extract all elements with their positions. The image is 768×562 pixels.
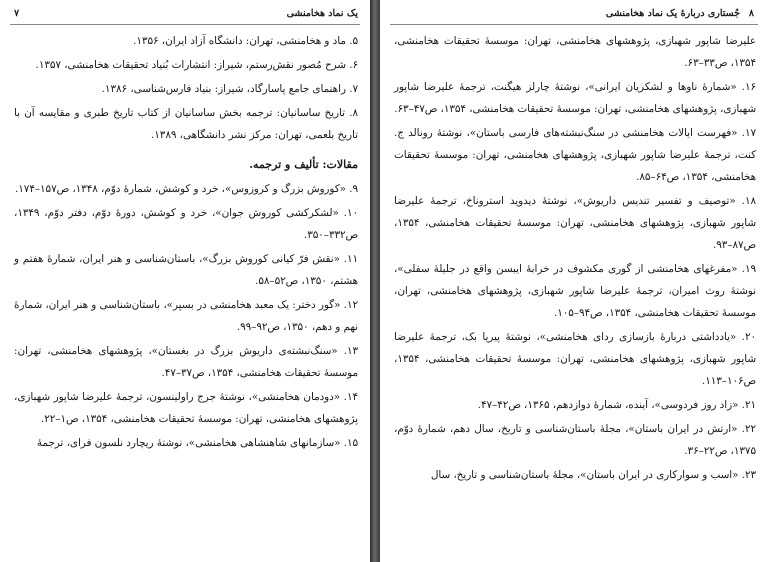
bib-entry: ۹. «کوروش بزرگ و کروزوس»، خرد و کوشش، شمارهٔ دوّم، ۱۳۴۸، ص۱۵۷–۱۷۴. bbox=[14, 183, 358, 195]
bib-entry: ۱۰. «لشکرکشی کوروش جوان»، خرد و کوشش، دورهٔ دوّم، دفتر دوّم، ۱۳۴۹، ص۳۳۲–۳۵۰. bbox=[14, 207, 358, 241]
book-gutter bbox=[370, 0, 380, 562]
bib-entry: ۸. تاریخ ساسانیان: ترجمه بخش ساسانیان از کتاب تاریخ طبری و مقایسه آن با تاریخ بلعمی، تهران: مرکز نشر دانشگاهی، ۱۳۸۹. bbox=[14, 107, 358, 141]
bib-entry: ۱۴. «دودمان هخامنشی»، نوشتهٔ جرج راولینسون، ترجمهٔ علیرضا شاپور شهبازی، پژوهشهای هخامنشی، تهران: موسسهٔ تحقیقات هخامنشی، ۱۳۵۴، ص۱–۲۲. bbox=[14, 391, 358, 425]
bib-entry: ۱۱. «نقش فرّ کیانی کوروش بزرگ»، باستان‌شناسی و هنر ایران، شمارهٔ هفتم و هشتم، ۱۳۵۰، ص۵۲–۵۸. bbox=[14, 253, 358, 287]
bib-entry: ۱۹. «مفرغهای هخامنشی از گوری مکشوف در خرابهٔ ایبسن واقع در جلیلهٔ سفلی»، نوشتهٔ روث امیران، ترجمهٔ علیرضا شاپور شهبازی، پژوهشهای هخامنشی، تهران، موسسهٔ تحقیقات هخامنشی، ۱۳۵۴، ص۹۴–۱۰۵. bbox=[394, 263, 756, 319]
bib-entry: ۲۱. «زاد روز فردوسی»، آینده، شمارهٔ دوازدهم، ۱۳۶۵، ص۴۲–۴۷. bbox=[477, 399, 756, 411]
bib-entry: ۱۶. «شمارهٔ ناوها و لشکریان ایرانی»، نوشتهٔ چارلز هیگنت، ترجمهٔ علیرضا شاپور شهبازی، پژوهشهای هخامنشی، تهران: موسسهٔ تحقیقات هخامنشی، ۱۳۵۴، ص۴۷–۶۳. bbox=[394, 81, 756, 115]
right-page bbox=[380, 0, 768, 562]
bib-entry: ۲۲. «ارتش در ایران باستان»، مجلهٔ باستان‌شناسی و تاریخ، سال دهم، شمارهٔ دوّم، ۱۳۷۵، ص۲۲–۳۶. bbox=[394, 423, 756, 457]
bib-entry: علیرضا شاپور شهبازی، پژوهشهای هخامنشی، تهران: موسسهٔ تحقیقات هخامنشی، ۱۳۵۴، ص۳۳–۶۳. bbox=[394, 35, 756, 69]
bib-entry: ۶. شرح مُصور نقش‌رستم، شیراز: انتشارات بُنیاد تحقیقات هخامنشی، ۱۳۵۷. bbox=[35, 59, 358, 71]
left-page-body bbox=[14, 30, 358, 456]
bib-entry: ۱۲. «گور دختر: یک معبد هخامنشی در بسپر»، باستان‌شناسی و هنر ایران، شمارهٔ نهم و دهم، ۱۳۵۰، ص۹۲–۹۹. bbox=[14, 299, 358, 333]
left-running-head bbox=[10, 6, 360, 25]
running-title: جُستاری دربارهٔ یک نماد هخامنشی bbox=[605, 8, 740, 19]
page-number: ۸ bbox=[748, 8, 754, 19]
bib-entry: ۱۵. «سازمانهای شاهنشاهی هخامنشی»، نوشتهٔ ریچارد نلسون فرای، ترجمهٔ bbox=[36, 437, 358, 449]
bib-entry: ۱۷. «فهرست ایالات هخامنشی در سنگ‌نبشته‌های فارسی باستان»، نوشتهٔ رونالد ج. کنت، ترجمهٔ علیرضا شاپور شهبازی، پژوهشهای هخامنشی، تهران: موسسهٔ تحقیقات هخامنشی، ۱۳۵۴، ص۶۴–۸۵. bbox=[394, 127, 756, 183]
right-running-head bbox=[390, 6, 758, 25]
bib-entry: ۱۸. «توصیف و تفسیر تندیس داریوش»، نوشتهٔ دیدوید استروناخ، ترجمهٔ علیرضا شاپور شهبازی، پژوهشهای هخامنشی، تهران: موسسهٔ تحقیقات هخامنشی، ۱۳۵۴، ص۸۷–۹۳. bbox=[394, 195, 756, 251]
bib-entry: ۲۳. «اسب و سوارکاری در ایران باستان»، مجلهٔ باستان‌شناسی و تاریخ، سال bbox=[430, 469, 756, 481]
left-page bbox=[0, 0, 370, 562]
bib-entry: ۷. راهنمای جامع پاسارگاد، شیراز: بنیاد فارس‌شناسی، ۱۳۸۶. bbox=[101, 83, 358, 95]
bib-entry: ۵. ماد و هخامنشی، تهران: دانشگاه آزاد ایران، ۱۳۵۶. bbox=[133, 35, 358, 47]
running-title: یک نماد هخامنشی bbox=[286, 8, 358, 19]
page-number: ۷ bbox=[14, 8, 20, 19]
bib-entry: ۱۳. «سنگ‌نبشته‌ی داریوش بزرگ در بغستان»، پژوهشهای هخامنشی، تهران: موسسهٔ تحقیقات هخامنشی، ۱۳۵۴، ص۳۷–۴۷. bbox=[14, 345, 358, 379]
right-page-body bbox=[394, 30, 756, 488]
bib-entry: ۲۰. «یادداشتی دربارهٔ بازسازی ردای هخامنشی»، نوشتهٔ پیرپا بک، ترجمهٔ علیرضا شاپور شهبازی، پژوهشهای هخامنشی، تهران: موسسهٔ تحقیقات هخامنشی، ۱۳۵۴، ص۱۰۶–۱۱۳. bbox=[394, 331, 756, 387]
section-heading: مقالات: تألیف و ترجمه. bbox=[249, 158, 358, 171]
